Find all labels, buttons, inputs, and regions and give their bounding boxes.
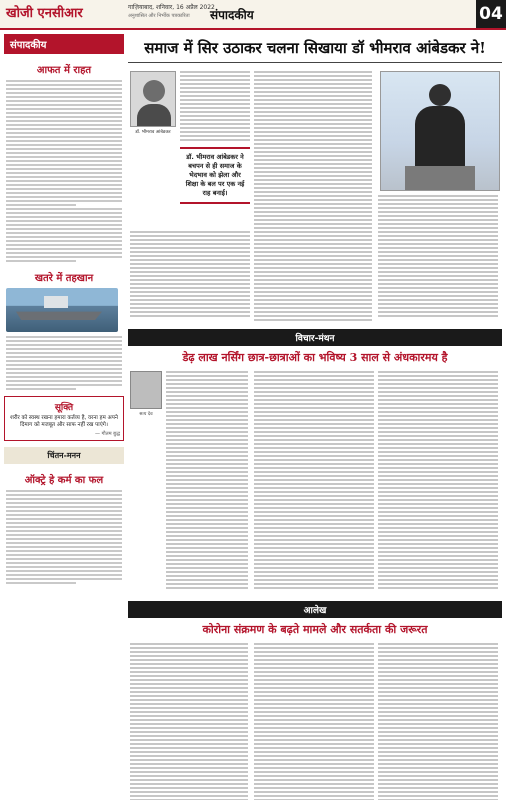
lead-headline: समाज में सिर उठाकर चलना सिखाया डॉ भीमराव आंबेडकर ने! xyxy=(128,34,502,63)
article-body-col-2 xyxy=(254,643,374,800)
pull-quote: डॉ. भीमराव आंबेडकर ने बचपन से ही समाज के भेदभाव को झेला और शिक्षा के बल पर एक नई राह बनाई। xyxy=(180,147,250,204)
op-body xyxy=(6,336,122,390)
view-band: विचार-मंथन xyxy=(128,329,502,346)
page-number: 04 xyxy=(476,0,506,28)
quote-box-author: — गौतम बुद्ध xyxy=(95,431,120,437)
quote-box-text: शरीर को स्वस्थ रखना हमारा कर्तव्य है, वरना हम अपने दिमाग को मजबूत और साफ नहीं रख पाएंगे। xyxy=(10,415,118,428)
author-photo xyxy=(130,371,162,409)
tagline: अनुशासित और निर्भीक पत्रकारिता xyxy=(128,13,190,19)
article-body-col-3 xyxy=(378,643,498,800)
view-story xyxy=(128,369,502,595)
article-body-col-1 xyxy=(130,643,248,800)
quote-box xyxy=(4,396,124,441)
quote-box-title: सूक्ति xyxy=(54,403,74,413)
editorial-body xyxy=(6,80,122,262)
article-band: आलेख xyxy=(128,601,502,618)
view-headline: डेढ़ लाख नर्सिंग छात्र-छात्राओं का भविष्य 3 साल से अंधकारमय है xyxy=(182,351,448,364)
view-body-col-1 xyxy=(166,371,248,591)
portrait-caption: डॉ. भीमराव आंबेडकर xyxy=(135,130,171,135)
editorial-title: आफत में राहत xyxy=(36,65,92,76)
article-story xyxy=(128,641,502,800)
opinion-title: ऑक्ट्रे हे कर्म का फल xyxy=(24,475,104,486)
view-body-col-2 xyxy=(254,371,374,591)
lead-body-col-2 xyxy=(254,71,372,323)
ambedkar-statue-photo xyxy=(380,71,500,191)
lead-body-col-1b xyxy=(130,231,250,319)
lead-story xyxy=(128,67,502,323)
editorial-section-label: संपादकीय xyxy=(4,34,124,54)
lead-body-col-1 xyxy=(180,71,250,143)
main-column xyxy=(128,34,502,796)
opinion-band: चिंतन-मनन xyxy=(4,447,124,464)
opinion-body xyxy=(6,490,122,584)
op-title: खतरे में तहखान xyxy=(34,273,94,284)
newspaper-logo: खोजी एनसीआर xyxy=(6,6,83,21)
lead-body-col-3 xyxy=(378,195,498,319)
issue-date: गाज़ियाबाद, शनिवार, 16 अप्रैल 2022 xyxy=(128,4,215,11)
left-column xyxy=(4,34,124,796)
author-name: सत्य देव xyxy=(139,412,153,417)
view-body-col-3 xyxy=(378,371,498,591)
ship-photo xyxy=(6,288,118,332)
article-headline: कोरोना संक्रमण के बढ़ते मामले और सतर्कता की जरूरत xyxy=(202,623,428,636)
ambedkar-portrait xyxy=(130,71,176,127)
section-heading: संपादकीय xyxy=(210,8,254,22)
masthead xyxy=(0,0,506,30)
